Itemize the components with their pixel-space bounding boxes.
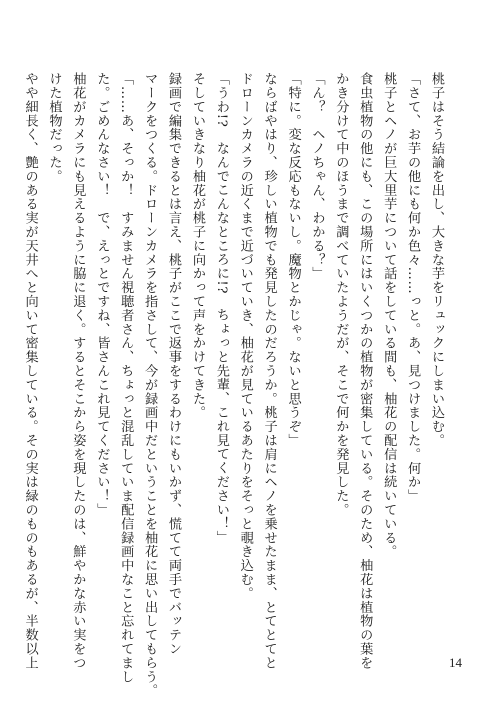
text-line: 「特に。変な反応もないし。魔物とかじゃ。ないと思うぞ」	[285, 72, 301, 448]
text-line: 「うわ!? なんでこんなところに!? ちょっと先輩、これ見てください！」	[213, 72, 229, 545]
text-line: やや細長く、艶のある実が天井へと向いて密集している。その実は緑のものもあるが、半数以上	[22, 72, 38, 670]
page-number: 14	[449, 655, 462, 670]
text-line: た。ごめんなさい！ で、えっとですね、皆さんこれ見てください！」	[94, 72, 110, 517]
text-line: 桃子はそう結論を出し、大きな芋をリュックにしまい込む。	[429, 72, 444, 448]
text-line: そしていきなり柚花が桃子に向かって声をかけてきた。	[189, 72, 205, 420]
text-line: けた植物だった。	[46, 72, 62, 184]
text-line: 「……あ、そっか！ すみません視聴者さん、ちょっと混乱していま配信録画中なこと忘れてまし	[118, 72, 134, 684]
text-line: マークをつくる。ドローンカメラを指さして、今が録画中だということを柚花に思い出してもらう。	[142, 72, 158, 698]
text-line: ならばやはり、珍しい植物でも発見したのだろうか。桃子は肩にヘノを乗せたまま、とてとてと	[261, 72, 277, 670]
text-line: 「ん？ ヘノちゃん、わかる？」	[309, 72, 325, 281]
text-line: 食虫植物の他にも、この場所にはいくつかの植物が密集している。そのため、柚花は植物の葉を	[357, 72, 373, 670]
text-line: 録画で編集できるとは言え、桃子がここで返事をするわけにもいかず、慌てて両手でバッテン	[166, 72, 182, 656]
text-line: かき分けて中のほうまで調べていたようだが、そこで何かを発見した。	[333, 72, 349, 517]
text-line: 桃子とヘノが巨大里芋について話をしている間も、柚花の配信は続いている。	[381, 72, 397, 559]
text-line: ドローンカメラの近くまで近づいていき、柚花が見ているあたりをそっと覗き込む。	[237, 72, 253, 601]
body-text	[18, 72, 448, 698]
text-line: 柚花がカメラにも見えるように脇に退く。するとそこから姿を現したのは、鮮やかな赤い実をつ	[70, 72, 86, 670]
text-line: 「さて、お芋の他にも何か色々……っと。あ、見つけました。何か」	[405, 72, 421, 503]
